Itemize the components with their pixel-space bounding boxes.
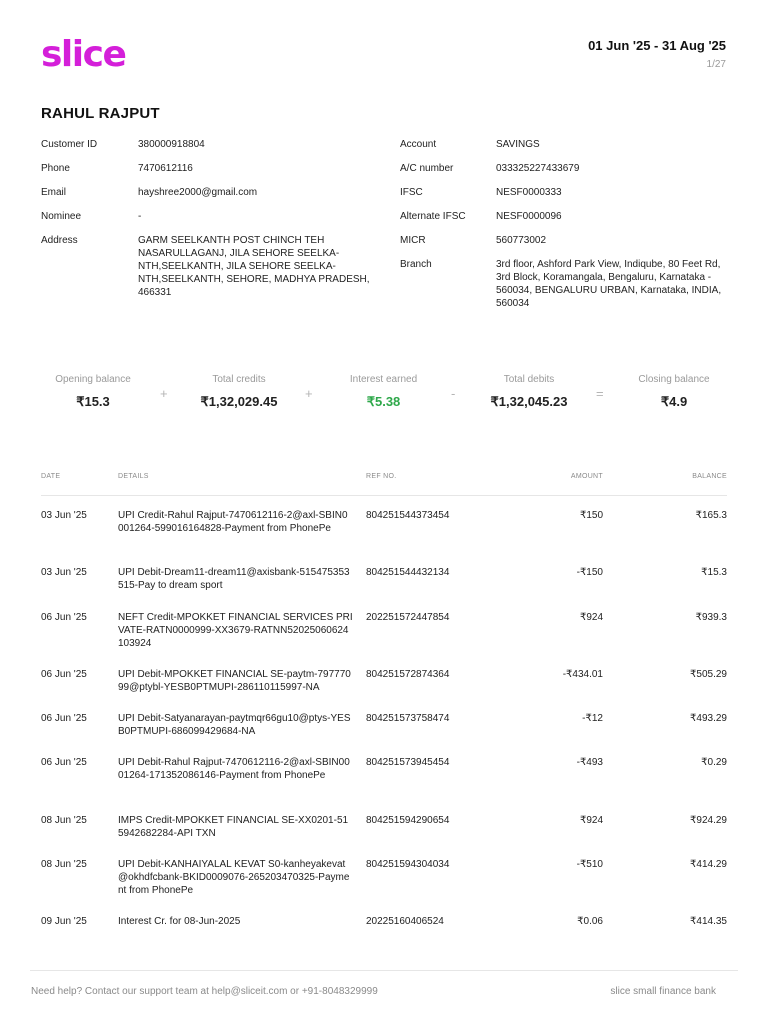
branch-value: 3rd floor, Ashford Park View, Indiqube, 80 Feet Rd, 3rd Block, Koramangala, Bengaluru, Karnataka - 560034, BENGALURU URBAN, Karnataka, INDIA, 560034: [496, 259, 722, 309]
nominee-value: -: [138, 211, 142, 222]
txn-ref: 202251572447854: [366, 612, 450, 623]
txn-amount: -₹12: [582, 713, 603, 724]
ifsc-value: NESF0000333: [496, 187, 562, 198]
total-credits-label: Total credits: [212, 374, 266, 385]
txn-ref: 804251594304034: [366, 859, 450, 870]
txn-balance: ₹505.29: [690, 669, 727, 680]
txn-details: NEFT Credit-MPOKKET FINANCIAL SERVICES PRIVATE-RATN0000999-XX3679-RATNN52025060624103924: [118, 612, 353, 650]
txn-amount: ₹0.06: [577, 916, 603, 927]
equals-operator: =: [596, 386, 604, 401]
statement-period: 01 Jun '25 - 31 Aug '25: [588, 38, 726, 53]
txn-balance: ₹15.3: [701, 567, 727, 578]
txn-balance: ₹939.3: [695, 612, 727, 623]
txn-ref: 804251544373454: [366, 510, 450, 521]
account-number-value: 033325227433679: [496, 163, 580, 174]
support-text: Need help? Contact our support team at help@sliceit.com or +91-8048329999: [31, 986, 378, 997]
ifsc-label: IFSC: [400, 187, 423, 198]
txn-ref: 804251573945454: [366, 757, 450, 768]
opening-balance-label: Opening balance: [55, 374, 131, 385]
txn-date: 06 Jun '25: [41, 669, 87, 680]
phone-value: 7470612116: [138, 163, 193, 174]
plus-operator: +: [160, 386, 168, 401]
customer-name: RAHUL RAJPUT: [41, 105, 160, 122]
txn-balance: ₹493.29: [690, 713, 727, 724]
table-header: [41, 473, 727, 485]
total-debits-label: Total debits: [503, 374, 555, 385]
txn-ref: 804251594290654: [366, 815, 450, 826]
txn-details: IMPS Credit-MPOKKET FINANCIAL SE-XX0201-515942682284-API TXN: [118, 815, 349, 840]
txn-details: UPI Debit-Satyanarayan-paytmqr66gu10@ptys-YESB0PTMUPI-686099429684-NA: [118, 713, 351, 738]
txn-balance: ₹165.3: [695, 510, 727, 521]
txn-ref: 20225160406524: [366, 916, 444, 927]
txn-details: UPI Debit-MPOKKET FINANCIAL SE-paytm-79777099@ptybl-YESB0PTMUPI-286110115997-NA: [118, 669, 351, 694]
txn-amount: -₹493: [576, 757, 603, 768]
txn-date: 08 Jun '25: [41, 815, 87, 826]
txn-amount: -₹434.01: [562, 669, 603, 680]
closing-balance: [624, 374, 724, 410]
txn-details: Interest Cr. for 08-Jun-2025: [118, 916, 241, 927]
account-type-value: SAVINGS: [496, 139, 540, 150]
txn-details: UPI Debit-Dream11-dream11@axisbank-515475353515-Pay to dream sport: [118, 567, 350, 592]
column-header-ref: REF NO.: [366, 473, 397, 480]
closing-balance-value: ₹4.9: [660, 394, 688, 409]
address-label: Address: [41, 235, 78, 246]
txn-date: 06 Jun '25: [41, 713, 87, 724]
slice-logo: slice: [41, 34, 126, 75]
total-debits-value: ₹1,32,045.23: [490, 394, 568, 409]
txn-balance: ₹924.29: [690, 815, 727, 826]
total-debits: [478, 374, 580, 410]
balance-summary: [41, 374, 727, 414]
address-value: GARM SEELKANTH POST CHINCH TEH NASARULLAGANJ, JILA SEHORE SEELKA-NTH,SEELKANTH, JILA SEHORE SEELKA-NTH,SEELKANTH, SEHORE, MADHYA PRADESH, 466331: [138, 235, 370, 298]
column-header-details: DETAILS: [118, 473, 149, 480]
txn-amount: -₹510: [576, 859, 603, 870]
closing-balance-label: Closing balance: [638, 374, 710, 385]
txn-ref: 804251573758474: [366, 713, 450, 724]
alternate-ifsc-value: NESF0000096: [496, 211, 562, 222]
txn-balance: ₹0.29: [701, 757, 727, 768]
total-credits-value: ₹1,32,029.45: [200, 394, 278, 409]
txn-date: 06 Jun '25: [41, 612, 87, 623]
opening-balance: [41, 374, 145, 410]
interest-earned-value: ₹5.38: [366, 394, 401, 409]
txn-ref: 804251572874364: [366, 669, 450, 680]
page-number: 1/27: [706, 59, 726, 70]
micr-value: 560773002: [496, 235, 547, 246]
txn-ref: 804251544432134: [366, 567, 450, 578]
txn-date: 08 Jun '25: [41, 859, 87, 870]
phone-label: Phone: [41, 163, 70, 174]
plus-operator: +: [305, 386, 313, 401]
txn-balance: ₹414.29: [690, 859, 727, 870]
email-value: hayshree2000@gmail.com: [138, 187, 258, 198]
micr-label: MICR: [400, 235, 426, 246]
account-type-label: Account: [400, 139, 437, 150]
column-header-date: DATE: [41, 473, 61, 480]
customer-id-value: 380000918804: [138, 139, 205, 150]
nominee-label: Nominee: [41, 211, 82, 222]
interest-earned-label: Interest earned: [349, 374, 418, 385]
email-label: Email: [41, 187, 67, 198]
txn-date: 03 Jun '25: [41, 567, 87, 578]
table-divider: [41, 495, 727, 496]
opening-balance-value: ₹15.3: [76, 394, 110, 409]
txn-amount: ₹924: [579, 815, 603, 826]
txn-date: 09 Jun '25: [41, 916, 87, 927]
txn-details: UPI Debit-KANHAIYALAL KEVAT S0-kanheyakevat@okhdfcbank-BKID0009076-265203470325-Payment from PhonePe: [118, 859, 350, 897]
column-header-amount: AMOUNT: [570, 473, 603, 480]
customer-id-label: Customer ID: [41, 139, 98, 150]
txn-date: 03 Jun '25: [41, 510, 87, 521]
column-header-balance: BALANCE: [692, 473, 727, 480]
interest-earned: [331, 374, 436, 410]
txn-amount: ₹150: [579, 510, 603, 521]
txn-amount: ₹924: [579, 612, 603, 623]
bank-name: slice small finance bank: [610, 986, 716, 997]
branch-label: Branch: [400, 259, 432, 270]
account-number-label: A/C number: [400, 163, 454, 174]
txn-balance: ₹414.35: [690, 916, 727, 927]
minus-operator: -: [451, 386, 456, 401]
txn-details: UPI Debit-Rahul Rajput-7470612116-2@axl-SBIN0001264-171352086146-Payment from PhonePe: [118, 757, 350, 782]
footer-divider: [30, 970, 738, 971]
txn-date: 06 Jun '25: [41, 757, 87, 768]
total-credits: [188, 374, 290, 410]
alternate-ifsc-label: Alternate IFSC: [400, 211, 466, 222]
txn-amount: -₹150: [576, 567, 603, 578]
txn-details: UPI Credit-Rahul Rajput-7470612116-2@axl-SBIN0001264-599016164828-Payment from PhonePe: [118, 510, 348, 535]
